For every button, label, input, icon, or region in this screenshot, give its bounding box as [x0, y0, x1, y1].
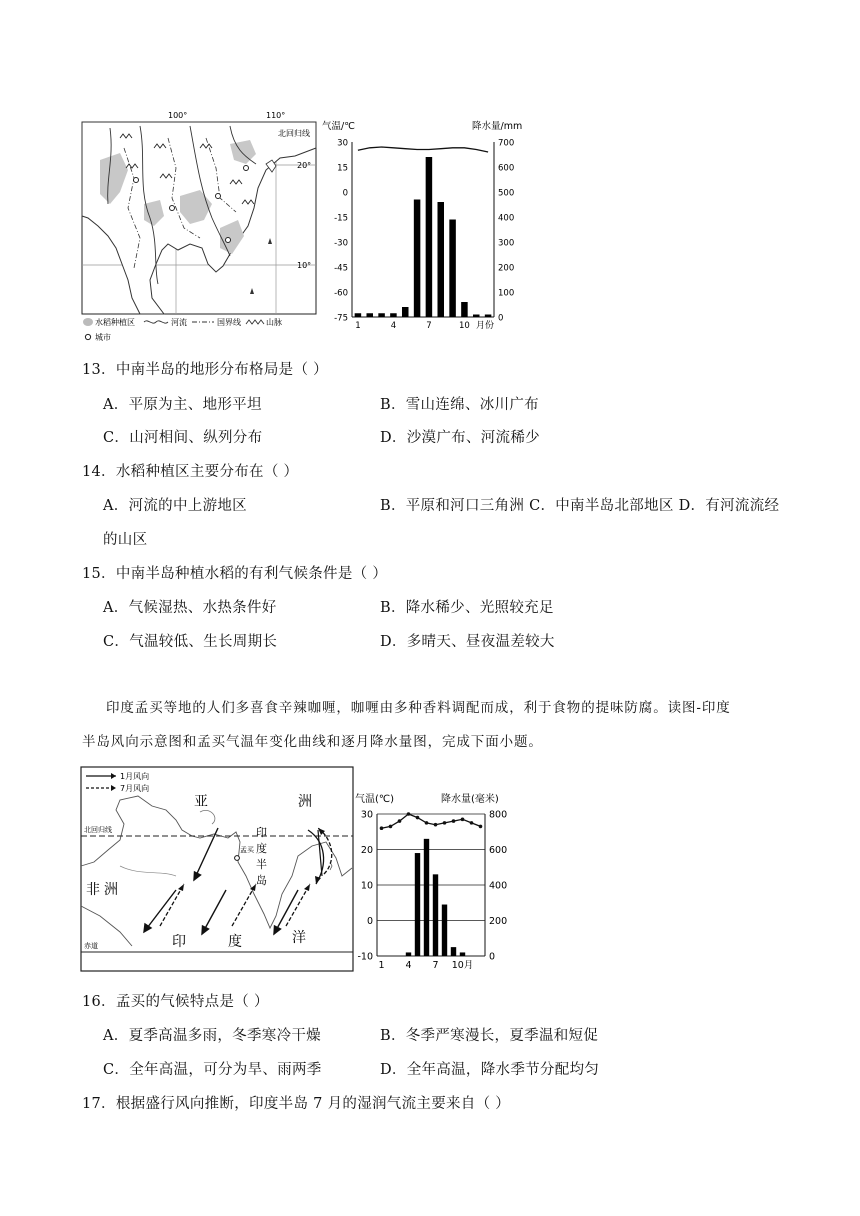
chart2-temperature-point [425, 821, 429, 825]
chart2-left-tick-label: 10 [360, 880, 373, 892]
chart2-x-tick-label: 10月 [451, 960, 474, 971]
chart2-left-tick-label: 30 [360, 809, 373, 821]
question-17-stem: 17．根据盛行风向推断，印度半岛 7 月的湿润气流主要来自（ ） [82, 1096, 511, 1112]
chart1-right-tick-label: 0 [498, 313, 504, 324]
chart1-left-tick-label: 30 [337, 138, 348, 149]
lon-label-100: 100° [168, 111, 188, 120]
q14-options-bcd[interactable]: B．平原和河口三角洲 C．中南半岛北部地区 D．有河流流经 [380, 498, 780, 514]
chart1-left-tick-label: -60 [334, 288, 348, 299]
equator-label: 赤道 [84, 942, 98, 950]
chart1-left-tick-label: -15 [334, 213, 348, 224]
question-15-stem: 15．中南半岛种植水稻的有利气候条件是（ ） [82, 566, 388, 582]
peninsula-char-4: 岛 [256, 874, 267, 887]
chart1-right-tick-label: 400 [498, 213, 515, 224]
q13-option-a[interactable]: A．平原为主、地形平坦 [103, 397, 262, 413]
legend-jan-label: 1月风向 [120, 772, 150, 781]
q15-option-c[interactable]: C．气温较低、生长周期长 [103, 634, 278, 650]
chart2-x-tick-label: 1 [378, 960, 385, 971]
chart2-temperature-point [452, 819, 456, 823]
chart1-right-title: 降水量/mm [472, 121, 523, 132]
chart1-month-unit: 月份 [476, 321, 495, 330]
chart1-precip-bar [355, 313, 362, 317]
chart1-left-tick-label: 0 [342, 188, 348, 199]
chart2-temperature-point [389, 825, 393, 829]
chart2-right-tick-label: 800 [489, 809, 508, 821]
river-legend-label: 河流 [171, 318, 187, 327]
chart2-right-title: 降水量(毫米) [441, 794, 499, 805]
question-14-stem: 14．水稻种植区主要分布在（ ） [82, 464, 299, 480]
chart1-right-tick-label: 700 [498, 138, 515, 149]
asia-label-2: 洲 [298, 794, 312, 810]
mountain-legend-label: 山脉 [266, 318, 282, 327]
q16-option-a[interactable]: A．夏季高温多雨，冬季寒冷干燥 [103, 1028, 321, 1044]
chart2-x-tick-label: 4 [405, 960, 412, 971]
chart2-temperature-point [434, 823, 438, 827]
chart2-right-tick-label: 200 [489, 916, 508, 927]
chart2-precip-bar [433, 874, 438, 956]
chart1-precip-bar [449, 220, 456, 318]
chart2-left-tick-label: -10 [357, 951, 373, 963]
ocean-label-3: 洋 [292, 930, 306, 946]
chart1-left-tick-label: -30 [334, 238, 348, 249]
asia-label-1: 亚 [194, 794, 208, 810]
chart2-precip-bar [406, 952, 411, 956]
ocean-label-2: 度 [228, 934, 242, 950]
lon-label-110: 110° [266, 111, 286, 120]
question-16-stem: 16．孟买的气候特点是（ ） [82, 994, 269, 1010]
chart2-temperature-point [443, 821, 447, 825]
q15-option-a[interactable]: A．气候湿热、水热条件好 [103, 600, 277, 616]
chart1-x-tick-label: 10 [459, 321, 470, 330]
africa-label-2: 洲 [104, 882, 118, 898]
chart2-temperature-point [407, 812, 411, 816]
chart1-precip-bar [402, 307, 409, 317]
chart1-left-tick-label: 15 [337, 163, 348, 174]
chart2-left-tick-label: 0 [366, 916, 373, 927]
chart2-temperature-point [398, 819, 402, 823]
q14-option-d-continued: 的山区 [103, 532, 148, 548]
chart2-precip-bar [460, 952, 465, 956]
chart2-left-title: 气温(℃) [355, 794, 395, 805]
chart1-x-tick-label: 4 [390, 321, 397, 330]
chart2-temperature-line [382, 814, 481, 828]
chart1-temperature-line [358, 147, 488, 152]
chart1-left-tick-label: -75 [334, 313, 348, 324]
chart1-right-tick-label: 200 [498, 263, 515, 274]
chart2-precip-bar [442, 905, 447, 956]
chart2-precip-bar [424, 839, 429, 956]
lat-label-10: 10° [297, 261, 312, 270]
mumbai-city-marker [235, 856, 240, 861]
q13-option-b[interactable]: B．雪山连绵、冰川广布 [380, 397, 539, 413]
chart2-precip-bar [415, 853, 420, 956]
ocean-label-1: 印 [172, 934, 186, 950]
q13-option-c[interactable]: C．山河相间、纵列分布 [103, 430, 263, 446]
chart2-right-tick-label: 400 [489, 880, 508, 892]
india-wind-map [80, 766, 354, 972]
rice-legend-swatch [83, 318, 93, 326]
lat-label-20: 20° [297, 161, 312, 170]
chart1-precip-bar [390, 313, 397, 317]
chart2-temperature-point [461, 818, 465, 822]
chart1-left-title: 气温/℃ [322, 121, 355, 132]
peninsula-char-1: 印 [256, 826, 267, 839]
legend-jul-label: 7月风向 [120, 784, 150, 793]
africa-label-1: 非 [86, 882, 100, 898]
chart1-right-tick-label: 600 [498, 163, 515, 174]
passage-line-2: 半岛风向示意图和孟买气温年变化曲线和逐月降水量图，完成下面小题。 [82, 734, 543, 750]
chart1-precip-bar [437, 202, 444, 317]
tropic-label-2: 北回归线 [84, 826, 112, 834]
question-13-stem: 13．中南半岛的地形分布格局是（ ） [82, 362, 328, 378]
chart1-x-tick-label: 1 [355, 321, 361, 330]
chart2-precip-bar [451, 947, 456, 956]
chart1-precip-bar [378, 313, 385, 317]
q13-option-d[interactable]: D．沙漠广布、河流稀少 [380, 430, 540, 446]
chart2-right-tick-label: 0 [489, 951, 496, 963]
chart1-precip-bar [461, 302, 468, 317]
peninsula-char-2: 度 [256, 842, 267, 855]
q16-option-c[interactable]: C．全年高温，可分为旱、雨两季 [103, 1062, 322, 1078]
city-legend-label: 城市 [95, 333, 111, 342]
chart2-x-tick-label: 7 [432, 960, 439, 971]
chart1-right-tick-label: 300 [498, 238, 515, 249]
chart1-precip-bar [473, 315, 480, 318]
passage-line-1: 印度孟买等地的人们多喜食辛辣咖喱，咖喱由多种香料调配而成，利于食物的提味防腐。读图-印度 [106, 700, 731, 716]
chart2-temperature-point [470, 821, 474, 825]
chart2-temperature-point [479, 825, 483, 829]
chart2-right-tick-label: 600 [489, 845, 508, 856]
chart1-precip-bar [485, 315, 492, 318]
chart1-left-tick-label: -45 [334, 263, 348, 274]
chart1-right-tick-label: 500 [498, 188, 515, 199]
chart1-x-tick-label: 7 [426, 321, 432, 330]
q16-option-d[interactable]: D．全年高温，降水季节分配均匀 [380, 1062, 600, 1078]
climate-chart-1 [322, 112, 532, 330]
indochina-map [80, 108, 320, 346]
rice-legend-label: 水稻种植区 [95, 318, 135, 327]
tropic-label: 北回归线 [278, 129, 310, 138]
peninsula-char-3: 半 [256, 858, 267, 871]
chart1-precip-bar [414, 200, 421, 318]
q15-option-b[interactable]: B．降水稀少、光照较充足 [380, 600, 554, 616]
q16-option-b[interactable]: B．冬季严寒漫长，夏季温和短促 [380, 1028, 599, 1044]
q14-option-a[interactable]: A．河流的中上游地区 [103, 498, 247, 514]
chart1-right-tick-label: 100 [498, 288, 515, 299]
chart2-temperature-point [416, 816, 420, 820]
chart1-precip-bar [366, 313, 373, 317]
border-legend-label: 国界线 [217, 318, 241, 327]
mumbai-label: 孟买 [240, 846, 254, 854]
chart2-left-tick-label: 20 [360, 845, 373, 856]
q15-option-d[interactable]: D．多晴天、昼夜温差较大 [380, 634, 555, 650]
chart1-precip-bar [426, 157, 433, 317]
city-legend-symbol [85, 334, 90, 339]
climate-chart-2 [353, 786, 529, 978]
chart2-temperature-point [380, 826, 384, 830]
